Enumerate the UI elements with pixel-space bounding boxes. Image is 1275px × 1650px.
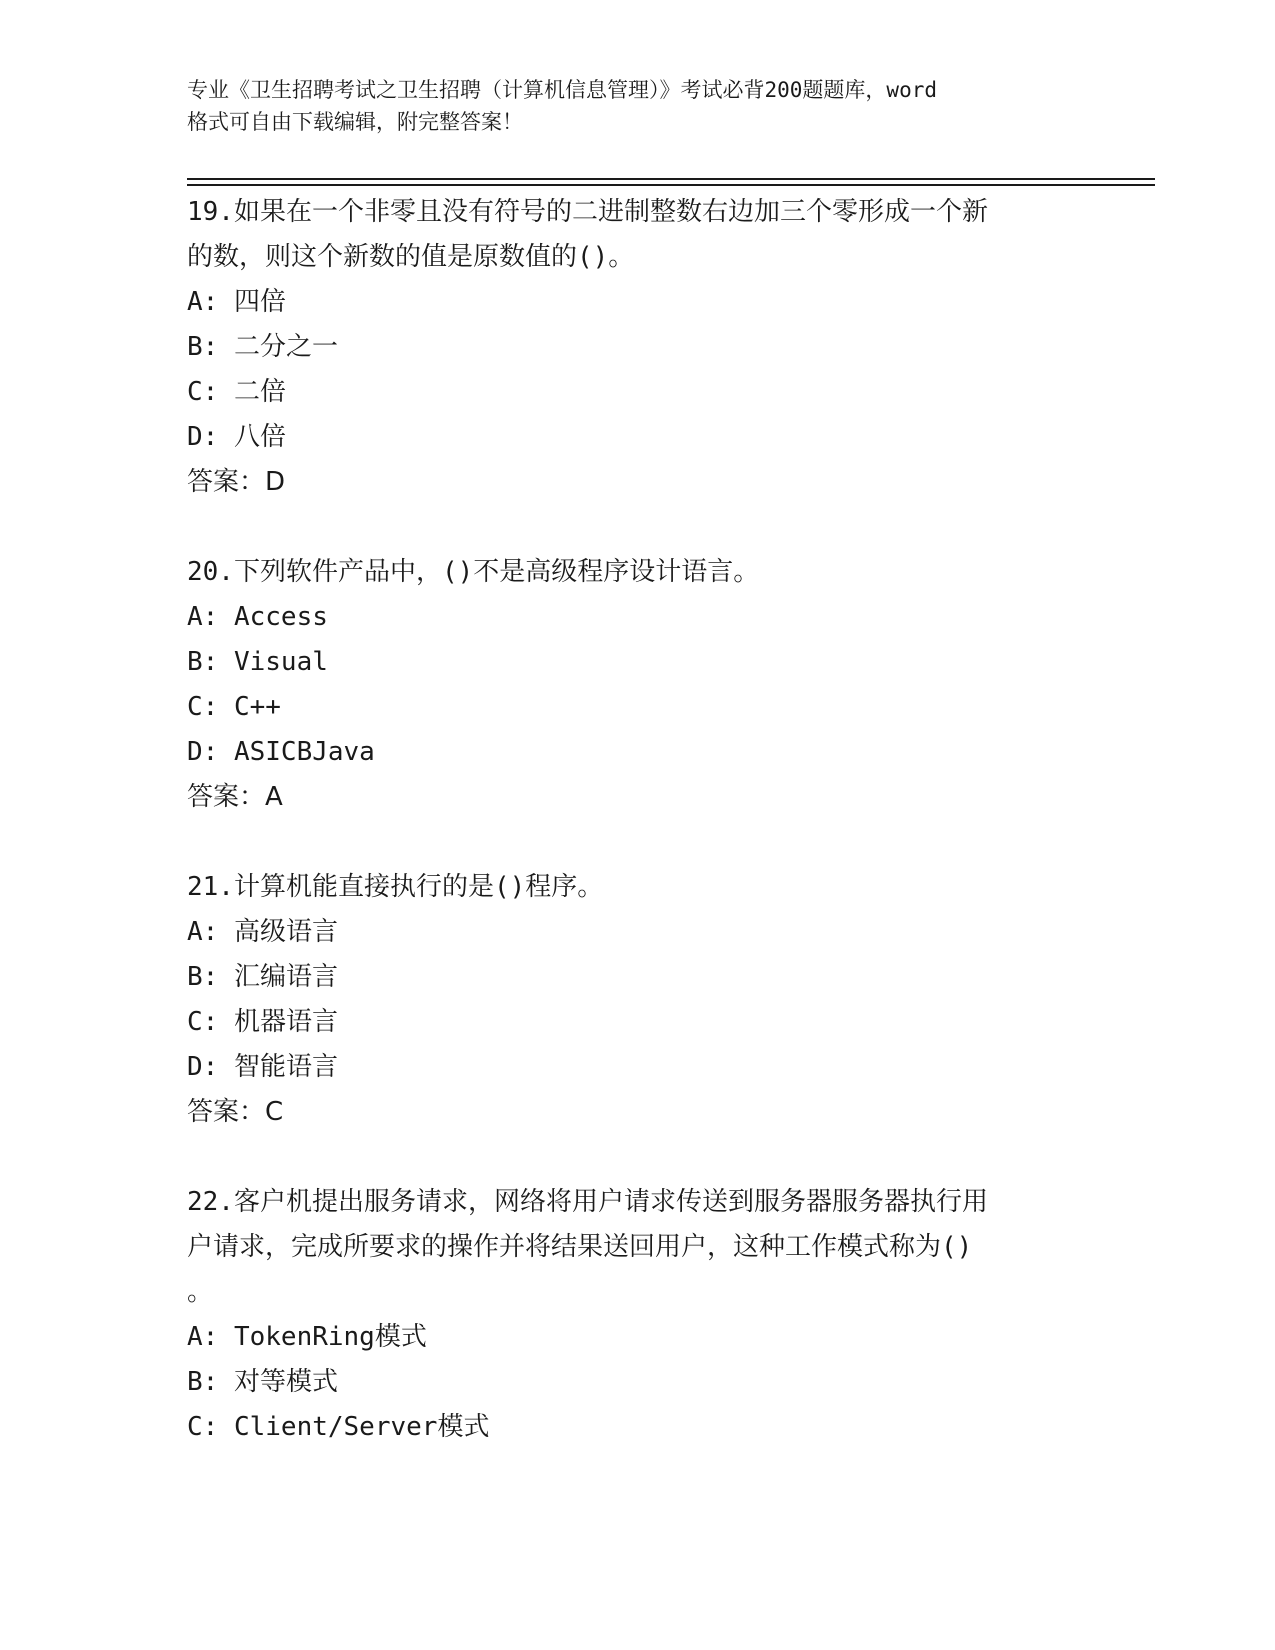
question-stem-line: 20.下列软件产品中，()不是高级程序设计语言。	[187, 557, 760, 587]
option-c: C: C++	[187, 692, 281, 722]
question-stem-line: 。	[187, 1277, 214, 1307]
option-a: A: TokenRing模式	[187, 1322, 427, 1352]
question-21	[187, 865, 1087, 1135]
option-a: A: Access	[187, 602, 328, 632]
option-c: C: 二倍	[187, 377, 286, 407]
question-stem-line: 的数，则这个新数的值是原数值的()。	[187, 242, 635, 272]
question-stem-line: 22.客户机提出服务请求，网络将用户请求传送到服务器服务器执行用	[187, 1187, 988, 1217]
document-header	[187, 74, 1087, 138]
option-d: D: 八倍	[187, 422, 286, 452]
question-19	[187, 190, 1087, 505]
header-line-2: 格式可自由下载编辑，附完整答案！	[187, 110, 523, 134]
header-line-1: 专业《卫生招聘考试之卫生招聘（计算机信息管理）》考试必背200题题库，word	[187, 78, 937, 102]
option-c: C: 机器语言	[187, 1007, 338, 1037]
question-22	[187, 1180, 1087, 1450]
question-gap	[187, 1135, 1087, 1180]
option-a: A: 高级语言	[187, 917, 338, 947]
option-c: C: Client/Server模式	[187, 1412, 490, 1442]
option-d: D: 智能语言	[187, 1052, 338, 1082]
question-gap	[187, 505, 1087, 550]
option-b: B: 对等模式	[187, 1367, 338, 1397]
option-b: B: Visual	[187, 647, 328, 677]
answer-line: 答案：C	[187, 1097, 284, 1127]
option-b: B: 汇编语言	[187, 962, 338, 992]
header-divider-bottom	[187, 184, 1155, 186]
option-b: B: 二分之一	[187, 332, 338, 362]
option-d: D: ASICBJava	[187, 737, 375, 767]
answer-line: 答案：D	[187, 467, 286, 497]
answer-line: 答案：A	[187, 782, 283, 812]
question-20	[187, 550, 1087, 820]
question-gap	[187, 820, 1087, 865]
header-divider-top	[187, 178, 1155, 180]
question-stem-line: 21.计算机能直接执行的是()程序。	[187, 872, 604, 902]
question-stem-line: 户请求，完成所要求的操作并将结果送回用户，这种工作模式称为()	[187, 1232, 973, 1262]
question-stem-line: 19.如果在一个非零且没有符号的二进制整数右边加三个零形成一个新	[187, 197, 988, 227]
option-a: A: 四倍	[187, 287, 286, 317]
question-list	[187, 190, 1087, 1450]
